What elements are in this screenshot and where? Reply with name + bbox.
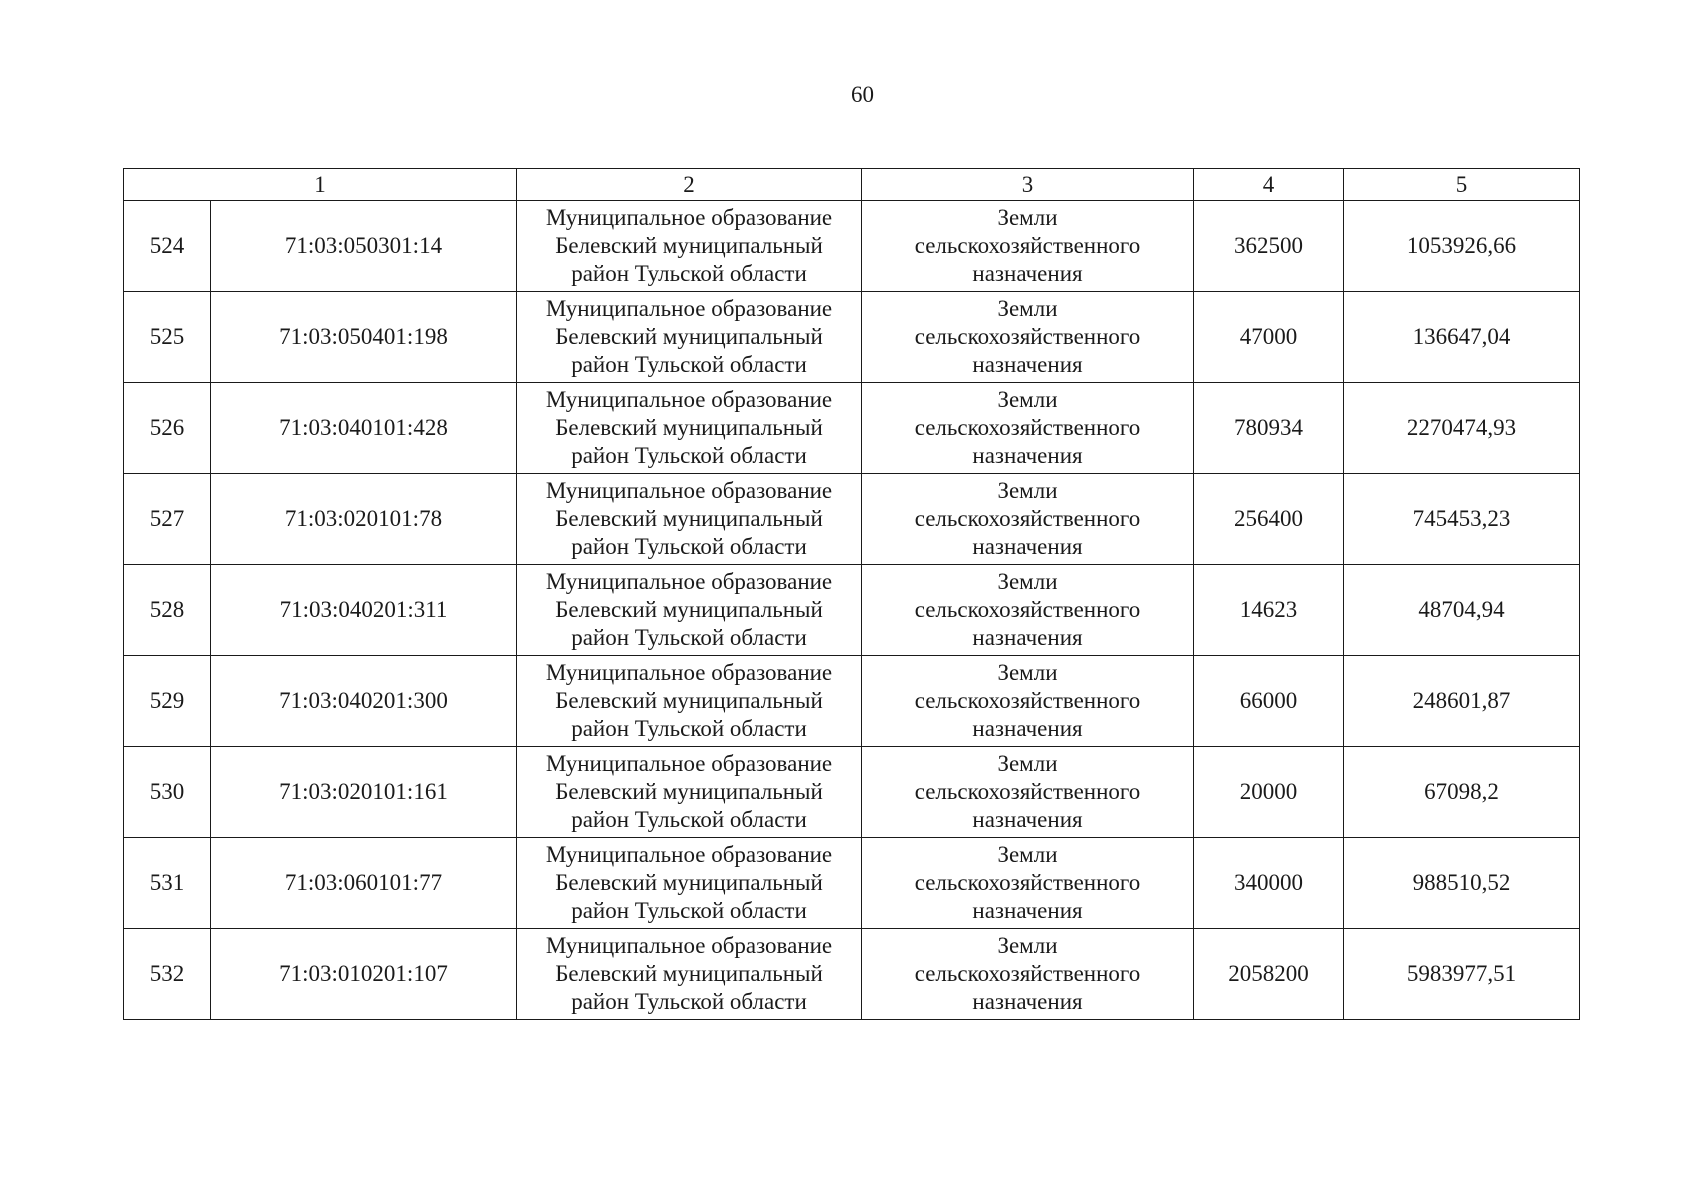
owner-line: Муниципальное образование [545, 296, 833, 321]
row-number-cell: 529 [124, 656, 211, 747]
column-header-5: 5 [1344, 169, 1580, 201]
land-category-line: Земли [997, 751, 1058, 776]
area-cell: 20000 [1194, 747, 1344, 838]
land-category-line: Земли [997, 569, 1058, 594]
cadastral-value-cell: 5983977,51 [1344, 929, 1580, 1020]
land-category-line: сельскохозяйственного [914, 688, 1141, 713]
owner-line: Белевский муниципальный [555, 233, 823, 258]
land-category-line: Земли [997, 842, 1058, 867]
land-category-line: назначения [972, 534, 1083, 559]
cadastral-number-cell: 71:03:060101:77 [211, 838, 517, 929]
land-category-cell [862, 201, 1194, 292]
land-category-line: Земли [997, 933, 1058, 958]
owner-line: Муниципальное образование [545, 205, 833, 230]
owner-line: район Тульской области [571, 716, 807, 741]
owner-line: район Тульской области [571, 898, 807, 923]
land-category-cell [862, 838, 1194, 929]
owner-line: Белевский муниципальный [555, 961, 823, 986]
cadastral-number-cell: 71:03:050401:198 [211, 292, 517, 383]
land-category-line: сельскохозяйственного [914, 415, 1141, 440]
land-category-line: назначения [972, 261, 1083, 286]
owner-line: Белевский муниципальный [555, 779, 823, 804]
owner-cell [517, 929, 862, 1020]
cadastral-number-cell: 71:03:040201:300 [211, 656, 517, 747]
land-category-line: сельскохозяйственного [914, 233, 1141, 258]
row-number-cell: 531 [124, 838, 211, 929]
owner-line: Муниципальное образование [545, 751, 833, 776]
land-category-line: Земли [997, 660, 1058, 685]
land-category-cell [862, 565, 1194, 656]
area-cell: 47000 [1194, 292, 1344, 383]
owner-cell [517, 747, 862, 838]
area-cell: 362500 [1194, 201, 1344, 292]
land-category-line: назначения [972, 625, 1083, 650]
owner-cell [517, 201, 862, 292]
table-header-row [124, 169, 1580, 201]
owner-line: район Тульской области [571, 352, 807, 377]
row-number-cell: 526 [124, 383, 211, 474]
owner-line: район Тульской области [571, 261, 807, 286]
land-category-line: назначения [972, 352, 1083, 377]
land-category-line: назначения [972, 898, 1083, 923]
land-category-cell [862, 747, 1194, 838]
land-category-cell [862, 383, 1194, 474]
column-header-3: 3 [862, 169, 1194, 201]
owner-cell [517, 565, 862, 656]
land-category-line: сельскохозяйственного [914, 506, 1141, 531]
owner-line: район Тульской области [571, 989, 807, 1014]
area-cell: 780934 [1194, 383, 1344, 474]
row-number-cell: 532 [124, 929, 211, 1020]
area-cell: 66000 [1194, 656, 1344, 747]
cadastral-number-cell: 71:03:020101:161 [211, 747, 517, 838]
cadastral-value-cell: 1053926,66 [1344, 201, 1580, 292]
cadastral-number-cell: 71:03:040101:428 [211, 383, 517, 474]
area-cell: 340000 [1194, 838, 1344, 929]
table-body [124, 201, 1580, 1020]
owner-line: Муниципальное образование [545, 478, 833, 503]
table-row [124, 565, 1580, 656]
column-header-4: 4 [1194, 169, 1344, 201]
table-row [124, 474, 1580, 565]
land-category-line: Земли [997, 387, 1058, 412]
cadastral-number-cell: 71:03:020101:78 [211, 474, 517, 565]
cadastral-value-cell: 2270474,93 [1344, 383, 1580, 474]
cadastral-value-cell: 67098,2 [1344, 747, 1580, 838]
owner-cell [517, 838, 862, 929]
land-category-line: сельскохозяйственного [914, 597, 1141, 622]
owner-cell [517, 474, 862, 565]
column-header-1: 1 [124, 169, 517, 201]
owner-line: район Тульской области [571, 807, 807, 832]
owner-cell [517, 383, 862, 474]
table-row [124, 656, 1580, 747]
land-category-cell [862, 656, 1194, 747]
table-row [124, 292, 1580, 383]
owner-line: Муниципальное образование [545, 933, 833, 958]
area-cell: 256400 [1194, 474, 1344, 565]
column-header-2: 2 [517, 169, 862, 201]
cadastral-value-cell: 248601,87 [1344, 656, 1580, 747]
owner-line: Белевский муниципальный [555, 597, 823, 622]
land-plots-table [123, 168, 1580, 1020]
land-category-line: Земли [997, 205, 1058, 230]
owner-cell [517, 292, 862, 383]
table-row [124, 201, 1580, 292]
cadastral-value-cell: 745453,23 [1344, 474, 1580, 565]
land-category-line: Земли [997, 296, 1058, 321]
owner-line: Белевский муниципальный [555, 870, 823, 895]
owner-line: Муниципальное образование [545, 842, 833, 867]
owner-cell [517, 656, 862, 747]
row-number-cell: 527 [124, 474, 211, 565]
land-category-line: назначения [972, 989, 1083, 1014]
land-category-cell [862, 929, 1194, 1020]
land-category-cell [862, 474, 1194, 565]
owner-line: Муниципальное образование [545, 569, 833, 594]
land-category-line: Земли [997, 478, 1058, 503]
owner-line: Муниципальное образование [545, 387, 833, 412]
owner-line: Белевский муниципальный [555, 506, 823, 531]
cadastral-value-cell: 136647,04 [1344, 292, 1580, 383]
land-category-line: сельскохозяйственного [914, 779, 1141, 804]
table-row [124, 383, 1580, 474]
land-category-line: сельскохозяйственного [914, 870, 1141, 895]
table-row [124, 838, 1580, 929]
owner-line: Белевский муниципальный [555, 688, 823, 713]
land-category-cell [862, 292, 1194, 383]
cadastral-number-cell: 71:03:050301:14 [211, 201, 517, 292]
row-number-cell: 525 [124, 292, 211, 383]
land-category-line: назначения [972, 443, 1083, 468]
cadastral-number-cell: 71:03:040201:311 [211, 565, 517, 656]
cadastral-value-cell: 988510,52 [1344, 838, 1580, 929]
table-row [124, 747, 1580, 838]
land-category-line: назначения [972, 807, 1083, 832]
land-category-line: назначения [972, 716, 1083, 741]
row-number-cell: 524 [124, 201, 211, 292]
cadastral-number-cell: 71:03:010201:107 [211, 929, 517, 1020]
land-category-line: сельскохозяйственного [914, 961, 1141, 986]
owner-line: Муниципальное образование [545, 660, 833, 685]
land-category-line: сельскохозяйственного [914, 324, 1141, 349]
table-row [124, 929, 1580, 1020]
cadastral-value-cell: 48704,94 [1344, 565, 1580, 656]
owner-line: Белевский муниципальный [555, 324, 823, 349]
row-number-cell: 530 [124, 747, 211, 838]
owner-line: Белевский муниципальный [555, 415, 823, 440]
owner-line: район Тульской области [571, 625, 807, 650]
area-cell: 2058200 [1194, 929, 1344, 1020]
area-cell: 14623 [1194, 565, 1344, 656]
owner-line: район Тульской области [571, 534, 807, 559]
row-number-cell: 528 [124, 565, 211, 656]
owner-line: район Тульской области [571, 443, 807, 468]
page-number: 60 [851, 82, 874, 107]
